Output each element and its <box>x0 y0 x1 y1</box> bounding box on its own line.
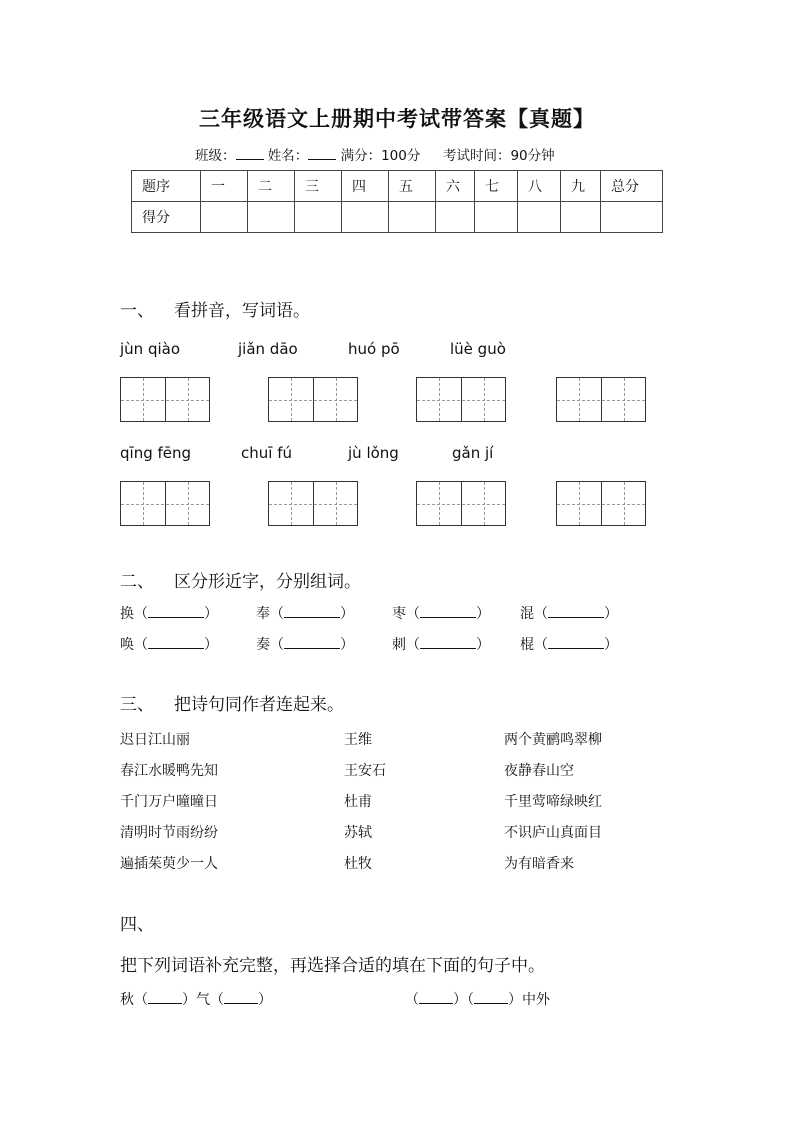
poet-name[interactable]: 杜牧 <box>344 856 372 872</box>
score-cell[interactable] <box>475 202 518 233</box>
poet-name[interactable]: 杜甫 <box>344 794 372 810</box>
header-cell: 题序 <box>132 171 201 202</box>
answer-blank[interactable] <box>548 636 604 649</box>
page-title: 三年级语文上册期中考试带答案【真题】 <box>199 106 595 131</box>
score-table <box>131 170 663 233</box>
header-cell: 总分 <box>601 171 663 202</box>
score-cell[interactable] <box>601 202 663 233</box>
section-1-heading <box>120 296 310 321</box>
answer-blank[interactable] <box>419 991 453 1004</box>
header-cell: 七 <box>475 171 518 202</box>
writing-grid[interactable] <box>120 481 210 526</box>
class-blank[interactable] <box>236 146 264 160</box>
answer-blank[interactable] <box>148 605 204 618</box>
score-cell[interactable] <box>436 202 475 233</box>
section-3-heading <box>120 690 344 715</box>
poem-line[interactable]: 遍插茱萸少一人 <box>120 856 218 872</box>
answer-blank[interactable] <box>284 636 340 649</box>
class-label: 班级： <box>195 148 236 164</box>
score-cell[interactable] <box>248 202 295 233</box>
exam-time: 考试时间：90分钟 <box>442 148 555 164</box>
header-cell: 八 <box>518 171 561 202</box>
section-number: 三、 <box>120 695 154 715</box>
score-cell[interactable] <box>518 202 561 233</box>
answer-blank[interactable] <box>284 605 340 618</box>
writing-grid[interactable] <box>556 377 646 422</box>
score-table-score-row <box>132 202 663 233</box>
poem-line[interactable]: 千门万户曈曈日 <box>120 794 218 810</box>
character: 枣 <box>392 606 406 622</box>
pinyin: qīng fēng <box>120 444 192 462</box>
writing-grid[interactable] <box>268 377 358 422</box>
score-cell[interactable] <box>201 202 248 233</box>
writing-grid[interactable] <box>416 481 506 526</box>
poem-line[interactable]: 清明时节雨纷纷 <box>120 825 218 841</box>
word-item: 混（ ） <box>520 606 618 622</box>
section-title: 看拼音，写词语。 <box>174 301 310 321</box>
poet-name[interactable]: 王安石 <box>344 763 386 779</box>
header-cell: 一 <box>201 171 248 202</box>
pinyin: jiǎn dāo <box>238 340 298 358</box>
answer-blank[interactable] <box>420 605 476 618</box>
word-item: 唤（ ） <box>120 637 218 653</box>
poem-line[interactable]: 夜静春山空 <box>504 763 574 779</box>
word-item: 换（ ） <box>120 606 218 622</box>
poem-line[interactable]: 春江水暖鸭先知 <box>120 763 218 779</box>
answer-blank[interactable] <box>148 991 182 1004</box>
answer-blank[interactable] <box>548 605 604 618</box>
poet-name[interactable]: 王维 <box>344 732 372 748</box>
header-cell: 二 <box>248 171 295 202</box>
section-2-heading <box>120 567 361 592</box>
answer-blank[interactable] <box>474 991 508 1004</box>
exam-info <box>195 144 555 164</box>
section-number: 一、 <box>120 301 154 321</box>
score-cell[interactable] <box>295 202 342 233</box>
name-blank[interactable] <box>308 146 336 160</box>
character: 奉 <box>256 606 270 622</box>
character: 换 <box>120 606 134 622</box>
header-cell: 九 <box>561 171 601 202</box>
word-item: 奏（ ） <box>256 637 354 653</box>
score-table-header-row <box>132 171 663 202</box>
pinyin: gǎn jí <box>452 444 494 462</box>
character: 刺 <box>392 637 406 653</box>
poem-line[interactable]: 为有暗香来 <box>504 856 574 872</box>
answer-blank[interactable] <box>224 991 258 1004</box>
character: 奏 <box>256 637 270 653</box>
pinyin: huó pō <box>348 340 400 358</box>
answer-blank[interactable] <box>420 636 476 649</box>
score-cell[interactable] <box>389 202 436 233</box>
poet-name[interactable]: 苏轼 <box>344 825 372 841</box>
score-cell[interactable] <box>342 202 389 233</box>
fill-item: （ ）（ ）中外 <box>405 992 550 1008</box>
name-label: 姓名： <box>267 148 309 164</box>
character: 棍 <box>520 637 534 653</box>
pinyin: jù lǒng <box>348 444 399 462</box>
poem-line[interactable]: 不识庐山真面目 <box>504 825 602 841</box>
word-item: 刺（ ） <box>392 637 490 653</box>
section-4-heading <box>120 910 154 935</box>
section-number: 二、 <box>120 572 154 592</box>
poem-line[interactable]: 迟日江山丽 <box>120 732 190 748</box>
answer-blank[interactable] <box>148 636 204 649</box>
character: 唤 <box>120 637 134 653</box>
section-number: 四、 <box>120 915 154 935</box>
writing-grid[interactable] <box>416 377 506 422</box>
header-cell: 六 <box>436 171 475 202</box>
header-cell: 五 <box>389 171 436 202</box>
score-cell[interactable] <box>561 202 601 233</box>
full-score: 满分：100分 <box>340 148 421 164</box>
row-label: 得分 <box>132 202 201 233</box>
section-4-instruction: 把下列词语补充完整，再选择合适的填在下面的句子中。 <box>120 956 545 976</box>
section-title: 把诗句同作者连起来。 <box>174 695 344 715</box>
character: 气 <box>196 992 210 1008</box>
word-item: 枣（ ） <box>392 606 490 622</box>
pinyin: jùn qiào <box>120 340 181 358</box>
fill-item: 秋（ ）气（ ） <box>120 992 272 1008</box>
word-item: 棍（ ） <box>520 637 618 653</box>
pinyin: chuī fú <box>241 444 292 462</box>
character: 混 <box>520 606 534 622</box>
word-suffix: 中外 <box>522 992 550 1008</box>
writing-grid[interactable] <box>120 377 210 422</box>
header-cell: 三 <box>295 171 342 202</box>
header-cell: 四 <box>342 171 389 202</box>
writing-grid[interactable] <box>268 481 358 526</box>
character: 秋 <box>120 992 134 1008</box>
poem-line[interactable]: 千里莺啼绿映红 <box>504 794 602 810</box>
poem-line[interactable]: 两个黄鹂鸣翠柳 <box>504 732 602 748</box>
writing-grid[interactable] <box>556 481 646 526</box>
pinyin: lüè guò <box>450 340 506 358</box>
word-item: 奉（ ） <box>256 606 354 622</box>
section-title: 区分形近字，分别组词。 <box>174 572 361 592</box>
